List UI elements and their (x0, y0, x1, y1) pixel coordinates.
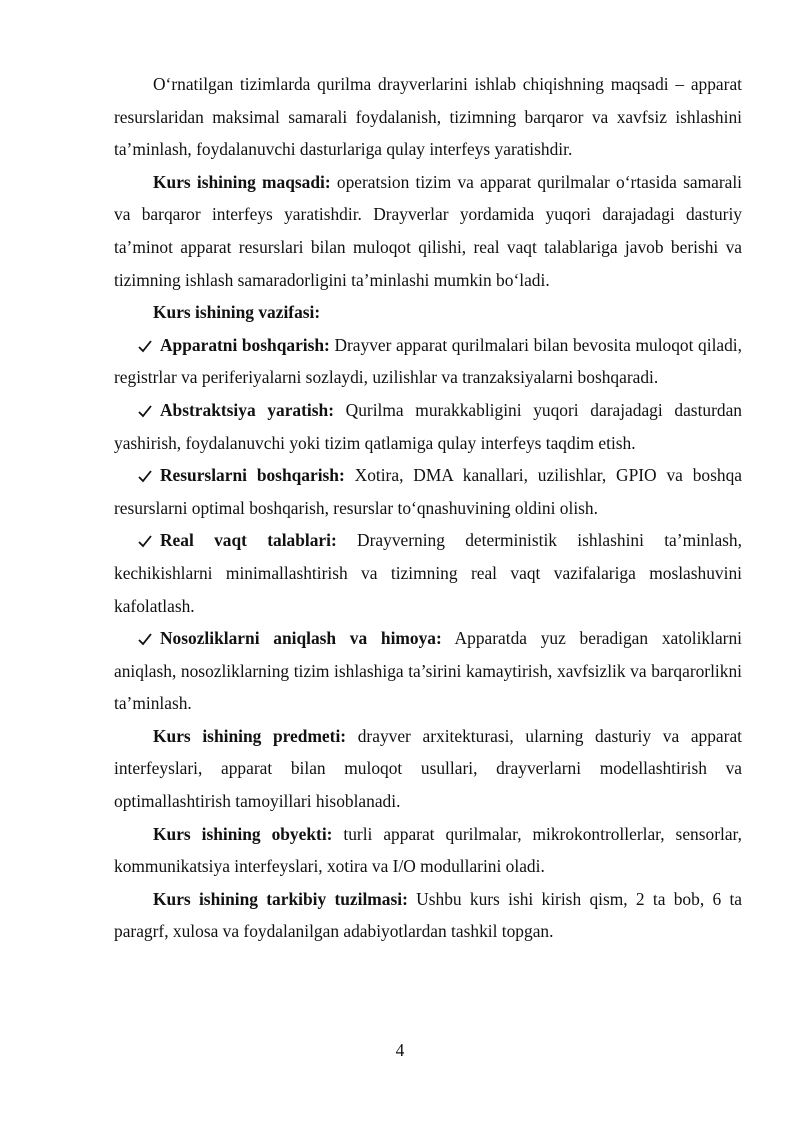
checkmark-icon (138, 394, 152, 427)
checkmark-icon (138, 524, 152, 557)
task-item (114, 622, 742, 720)
task-label: Apparatni boshqarish: (160, 334, 330, 355)
structure-paragraph (114, 883, 742, 948)
task-label: Resurslarni boshqarish: (160, 465, 345, 486)
goal-label: Kurs ishining maqsadi: (153, 171, 331, 192)
intro-paragraph (114, 68, 742, 166)
intro-text: O‘rnatilgan tizimlarda qurilma drayverlarini ishlab chiqishning maqsadi – apparat resurslaridan maksimal samarali foydalanish, tizimning barqaror va xavfsiz ishlashini ta’minlash, foydalanuvchi dasturlariga qulay interfeys yaratishdir. (114, 74, 742, 160)
object-text: turli apparat qurilmalar, mikrokontrollerlar, sensorlar, kommunikatsiya interfeyslari, xotira va I/O modullarini oladi. (114, 823, 742, 877)
task-text: Qurilma murakkabligini yuqori darajadagi dasturdan yashirish, foydalanuvchi yoki tizim qatlamiga qulay interfeys taqdim etish. (114, 399, 742, 453)
task-item (114, 394, 742, 459)
structure-text: Ushbu kurs ishi kirish qism, 2 ta bob, 6 ta paragrf, xulosa va foydalanilgan adabiyotlardan tashkil topgan. (114, 888, 742, 942)
task-text: Drayver apparat qurilmalari bilan bevosita muloqot qiladi, registrlar va periferiyalarni sozlaydi, uzilishlar va tranzaksiyalarni boshqaradi. (114, 334, 742, 388)
task-text: Apparatda yuz beradigan xatoliklarni aniqlash, nosozliklarning tizim ishlashiga ta’sirini kamaytirish, xavfsizlik va barqarorlikni ta’minlash. (114, 628, 742, 714)
object-paragraph (114, 818, 742, 883)
task-item (114, 329, 742, 394)
structure-label: Kurs ishining tarkibiy tuzilmasi: (153, 888, 408, 909)
tasks-heading-text: Kurs ishining vazifasi: (153, 302, 321, 323)
task-label: Nosozliklarni aniqlash va himoya: (160, 628, 442, 649)
task-item (114, 459, 742, 524)
task-text: Drayverning deterministik ishlashini ta’minlash, kechikishlarni minimallashtirish va tizimning real vaqt vazifalariga moslashuvini kafolatlash. (114, 530, 742, 616)
page-number: 4 (395, 1040, 405, 1060)
tasks-heading (114, 296, 742, 329)
task-label: Real vaqt talablari: (160, 530, 337, 551)
checkmark-icon (138, 459, 152, 492)
goal-text: operatsion tizim va apparat qurilmalar o‘rtasida samarali va barqaror interfeys yaratishdir. Drayverlar yordamida yuqori darajadagi dasturiy ta’minot apparat resurslari bilan muloqot qilishi, real vaqt talablariga javob berishi va tizimning ishlash samaradorligini ta’minlashi mumkin bo‘ladi. (114, 171, 742, 290)
checkmark-icon (138, 622, 152, 655)
subject-paragraph (114, 720, 742, 818)
subject-text: drayver arxitekturasi, ularning dasturiy va apparat interfeyslari, apparat bilan muloqot usullari, drayverlarni modellashtirish va optimallashtirish tamoyillari hisoblanadi. (114, 725, 742, 812)
object-label: Kurs ishining obyekti: (153, 823, 333, 844)
goal-paragraph (114, 166, 742, 296)
task-text: Xotira, DMA kanallari, uzilishlar, GPIO va boshqa resurslarni optimal boshqarish, resurslar to‘qnashuvining oldini olish. (114, 465, 743, 518)
page-body (114, 68, 742, 948)
task-label: Abstraktsiya yaratish: (160, 399, 334, 420)
checkmark-icon (138, 329, 152, 362)
task-item (114, 524, 742, 622)
subject-label: Kurs ishining predmeti: (153, 725, 347, 746)
